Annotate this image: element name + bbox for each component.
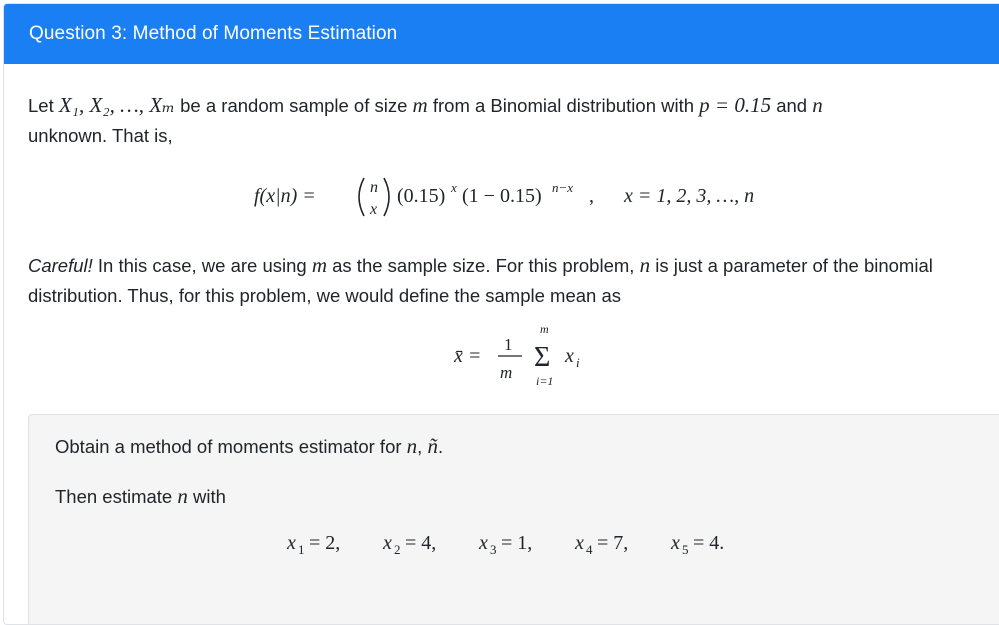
pmf-mid: (1 − 0.15)	[462, 185, 542, 207]
obs-sub: 3	[490, 542, 497, 557]
obs-label: x	[671, 532, 680, 554]
pmf-comma: ,	[589, 185, 594, 207]
careful-text: distribution. Thus, for this problem, we would define the sample mean as	[28, 285, 621, 306]
mean-numerator: 1	[504, 335, 513, 354]
obs-sub: 1	[298, 542, 305, 557]
sum-term: x	[565, 345, 574, 367]
task-text: .	[437, 436, 444, 457]
careful-text: as the sample size. For this problem,	[326, 255, 640, 276]
obs-value: = 7,	[597, 532, 629, 554]
obs-label: x	[575, 532, 584, 554]
careful-text: In this case, we are using	[92, 255, 312, 276]
card-header	[4, 4, 999, 64]
obs-sub: 4	[586, 542, 593, 557]
careful-text: is just a parameter of the binomial	[650, 255, 933, 276]
pmf-support: x = 1, 2, 3, …, n	[624, 185, 755, 207]
math-sample: X₁, X₂, …, Xₘ	[58, 93, 175, 117]
intro-paragraph	[28, 90, 988, 151]
obs-label: x	[287, 532, 296, 554]
binom-left-paren	[359, 178, 364, 216]
obs-label: x	[383, 532, 392, 554]
sample-mean-equation	[454, 322, 614, 392]
question-card	[3, 3, 999, 625]
obs-sub: 5	[682, 542, 689, 557]
task-text: with	[187, 486, 226, 507]
intro-text: from a Binomial distribution with	[427, 95, 700, 116]
math-m: m	[412, 93, 428, 117]
task-text: Obtain a method of moments estimator for	[55, 436, 407, 457]
pmf-exp2: n−x	[552, 180, 574, 195]
intro-text: unknown. That is,	[28, 125, 173, 146]
sigma-icon: Σ	[534, 342, 551, 373]
pmf-base: (0.15)	[397, 185, 446, 207]
math-n: n	[812, 93, 823, 117]
intro-text: be a random sample of size	[175, 95, 413, 116]
task-box	[28, 414, 999, 625]
math-m: m	[311, 253, 327, 277]
binom-top: n	[370, 179, 378, 196]
obs-value: = 4.	[693, 532, 725, 554]
sum-lower: i=1	[536, 374, 554, 388]
mean-denominator: m	[500, 363, 513, 382]
obs-sub: 2	[394, 542, 401, 557]
obs-label: x	[479, 532, 488, 554]
careful-paragraph	[28, 250, 999, 311]
intro-text: and	[771, 95, 813, 116]
task-text: ,	[417, 436, 428, 457]
sum-upper: m	[540, 322, 549, 336]
math-n: n	[177, 484, 188, 508]
math-n: n	[639, 253, 651, 277]
math-n: n	[406, 434, 418, 458]
careful-emphasis: Careful!	[28, 255, 93, 276]
task-text: Then estimate	[55, 486, 178, 507]
pmf-equation	[254, 164, 814, 224]
observations-equation	[287, 523, 767, 557]
obs-value: = 4,	[405, 532, 437, 554]
pmf-exp1: x	[451, 180, 457, 195]
math-p: p = 0.15	[699, 93, 772, 117]
task-line-2	[55, 481, 226, 512]
mean-lhs: x̄ =	[454, 345, 482, 367]
obs-value: = 1,	[501, 532, 533, 554]
pmf-lhs: f(x|n) =	[254, 185, 316, 207]
math-n-tilde: ñ	[427, 434, 438, 458]
obs-value: = 2,	[309, 532, 341, 554]
binom-right-paren	[384, 178, 389, 216]
binom-bottom: x	[370, 201, 378, 218]
question-title: Question 3: Method of Moments Estimation	[29, 23, 398, 44]
sum-term-sub: i	[576, 355, 580, 370]
intro-text: Let	[28, 95, 59, 116]
task-line-1	[55, 431, 443, 462]
